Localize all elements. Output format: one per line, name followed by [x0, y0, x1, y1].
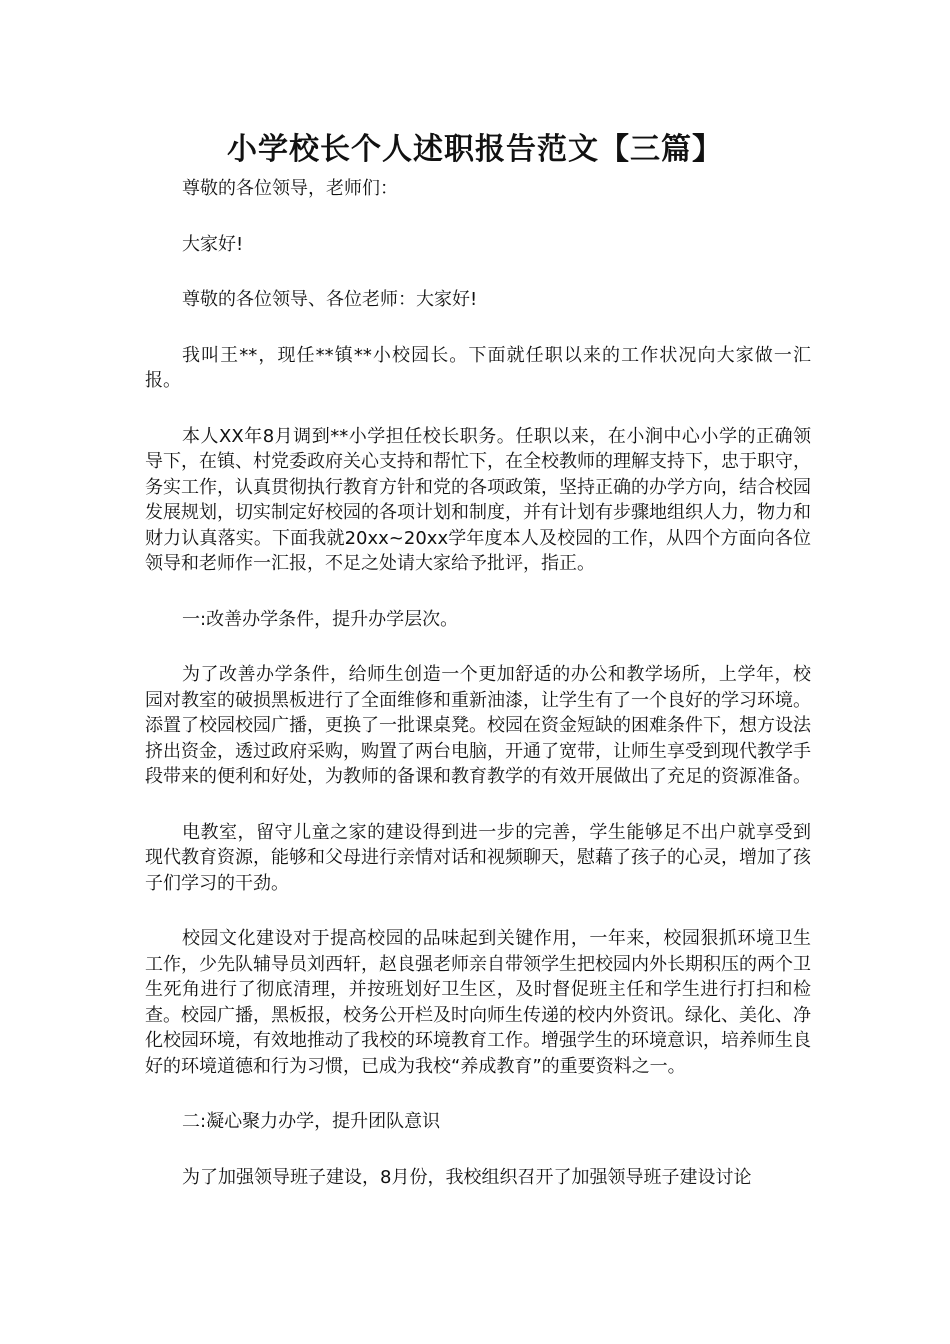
paragraph-greeting: 大家好! [182, 233, 244, 255]
section-heading-2: 二:凝心聚力办学，提升团队意识 [182, 1111, 441, 1132]
document-title: 小学校长个人述职报告范文【三篇】 [227, 132, 723, 167]
paragraph-av-room: 电教室，留守儿童之家的建设得到进一步的完善，学生能够足不出户就享受到现代教育资源，能够和父母进行亲情对话和视频聊天，慰藉了孩子的心灵，增加了孩子们学习的干劲。 [145, 821, 811, 894]
paragraph-conditions: 为了改善办学条件，给师生创造一个更加舒适的办公和教学场所，上学年，校园对教室的破损黑板进行了全面维修和重新油漆，让学生有了一个良好的学习环境。添置了校园校园广播，更换了一批课桌凳。校园在资金短缺的困难条件下，想方设法挤出资金，透过政府采购，购置了两台电脑，开通了宽带，让师生享受到现代教学手段带来的便利和好处，为教师的备课和教育教学的有效开展做出了充足的资源准备。 [145, 664, 811, 787]
paragraph-salutation: 尊敬的各位领导，老师们： [182, 178, 398, 199]
section-heading-1: 一:改善办学条件，提升办学层次。 [182, 608, 459, 630]
paragraph-greeting-2: 尊敬的各位领导、各位老师：大家好! [182, 289, 478, 310]
document-body [145, 176, 811, 1220]
paragraph-culture: 校园文化建设对于提高校园的品味起到关键作用，一年来，校园狠抓环境卫生工作，少先队辅导员刘西轩，赵良强老师亲自带领学生把校园内外长期积压的两个卫生死角进行了彻底清理，并按班划好卫生区，及时督促班主任和学生进行打扫和检查。校园广播，黑板报，校务公开栏及时向师生传递的校内外资讯。绿化、美化、净化校园环境，有效地推动了我校的环境教育工作。增强学生的环境意识，培养师生良好的环境道德和行为习惯，已成为我校“养成教育”的重要资料之一。 [145, 928, 811, 1077]
paragraph-leadership: 为了加强领导班子建设，8月份，我校组织召开了加强领导班子建设讨论 [182, 1166, 752, 1188]
paragraph-background: 本人XX年8月调到**小学担任校长职务。任职以来，在小涧中心小学的正确领导下，在镇、村党委政府关心支持和帮忙下，在全校教师的理解支持下，忠于职守，务实工作，认真贯彻执行教育方针和党的各项政策，坚持正确的办学方向，结合校园发展规划，切实制定好校园的各项计划和制度，并有计划有步骤地组织人力，物力和财力认真落实。下面我就20xx~20xx学年度本人及校园的工作，从四个方面向各位领导和老师作一汇报，不足之处请大家给予批评，指正。 [145, 425, 811, 574]
paragraph-intro: 我叫王**，现任**镇**小校园长。下面就任职以来的工作状况向大家做一汇报。 [145, 344, 811, 391]
